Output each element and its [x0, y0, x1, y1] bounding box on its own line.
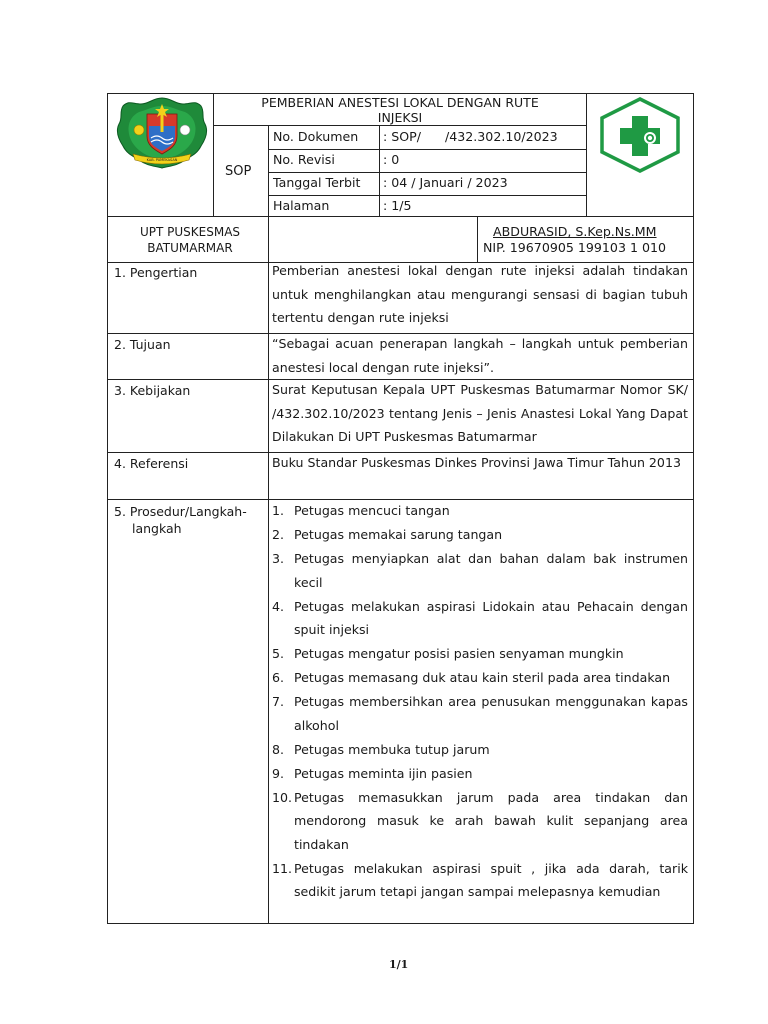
table-bottom: [107, 923, 694, 924]
right-logo-border: [586, 93, 587, 217]
logo-right-border: [213, 93, 214, 217]
procedure-step: [272, 547, 688, 594]
step-number: 1.: [272, 503, 285, 518]
table-border-top: [107, 93, 694, 94]
signer-nip: NIP. 19670905 199103 1 010: [483, 240, 667, 255]
procedure-step: [272, 499, 688, 523]
step-number: 5.: [272, 646, 285, 661]
procedure-step-list: [272, 499, 688, 904]
emblem-banner-text: KAB. PAMEKASAN: [146, 158, 178, 162]
section-text-kebijakan: Surat Keputusan Kepala UPT Puskesmas Batumarmar Nomor SK/ /432.302.10/2023 tentang Jenis – Jenis Anastesi Lokal Yang Dapat Dilakukan Di UPT Puskesmas Batumarmar: [272, 382, 688, 444]
step-number: 2.: [272, 527, 285, 542]
header-bottom: [107, 216, 694, 217]
label-col-border: [268, 216, 269, 924]
step-text: Petugas meminta ijin pasien: [294, 765, 473, 781]
step-number: 3.: [272, 551, 285, 566]
step-text: Petugas membuka tutup jarum: [294, 741, 490, 757]
signer-name: ABDURASID, S.Kep.Ns.MM: [493, 224, 657, 239]
signer-border: [477, 216, 478, 263]
page-footer: 1/1: [389, 958, 409, 971]
step-number: 8.: [272, 741, 285, 757]
step-text: Petugas memakai sarung tangan: [294, 527, 503, 542]
step-text: Petugas memasukkan jarum pada area tindakan dan mendorong masuk ke arah bawah kulit sepanjang area tindakan: [294, 789, 688, 852]
section-text-tujuan: “Sebagai acuan penerapan langkah – langkah untuk pemberian anestesi local dengan rute injeksi”.: [272, 336, 688, 375]
step-number: 10.: [272, 789, 293, 805]
page-value: : 1/5: [383, 198, 412, 213]
row-divider: [268, 195, 586, 196]
step-text: Petugas mencuci tangan: [294, 503, 450, 518]
step-number: 4.: [272, 598, 285, 614]
section-label-prosedur: [114, 503, 247, 537]
revision-label: No. Revisi: [273, 152, 335, 167]
step-text: Petugas melakukan aspirasi Lidokain atau Pehacain dengan spuit injeksi: [294, 598, 688, 637]
section-text-referensi: Buku Standar Puskesmas Dinkes Provinsi Jawa Timur Tahun 2013: [272, 455, 681, 470]
org-name: UPT PUSKESMAS BATUMARMAR: [139, 225, 241, 255]
issue-date-label: Tanggal Terbit: [273, 175, 361, 190]
puskesmas-cross-logo: [598, 96, 682, 174]
step-text: Petugas mengatur posisi pasien senyaman mungkin: [294, 646, 624, 661]
procedure-step: [272, 690, 688, 737]
procedure-step: [272, 786, 688, 857]
step-text: Petugas membersihkan area penusukan menggunakan kapas alkohol: [294, 694, 688, 733]
procedure-steps: [272, 499, 688, 922]
issue-date-value: : 04 / Januari / 2023: [383, 175, 508, 190]
section-label-referensi: 4. Referensi: [114, 456, 189, 471]
doc-number-value: : SOP/ /432.302.10/2023: [383, 129, 558, 144]
doc-number-label: No. Dokumen: [273, 129, 359, 144]
regency-emblem-logo: [113, 96, 211, 170]
step-number: 9.: [272, 765, 285, 781]
procedure-step: [272, 666, 688, 690]
section-label-tujuan: 2. Tujuan: [114, 337, 171, 352]
prosedur-label-line1: 5. Prosedur/Langkah-: [114, 504, 247, 519]
sop-label: SOP: [225, 164, 252, 179]
section-text-pengertian: Pemberian anestesi lokal dengan rute injeksi adalah tindakan untuk menghilangkan atau mengurangi sensasi di bagian tubuh tertentu dengan rute injeksi: [272, 263, 688, 325]
step-number: 11.: [272, 860, 293, 876]
step-text: Petugas memasang duk atau kain steril pada area tindakan: [294, 670, 671, 685]
section-label-pengertian: 1. Pengertian: [114, 265, 198, 280]
value-col-border: [379, 125, 380, 217]
document-title: PEMBERIAN ANESTESI LOKAL DENGAN RUTE INJEKSI: [261, 95, 539, 125]
step-number: 7.: [272, 694, 285, 709]
sop-right-border: [268, 125, 269, 217]
row-divider: [268, 172, 586, 173]
procedure-step: [272, 762, 688, 786]
table-right: [693, 93, 694, 924]
step-text: Petugas menyiapkan alat dan bahan dalam bak instrumen kecil: [294, 551, 688, 590]
prosedur-label-line2: langkah: [132, 521, 182, 536]
table-left: [107, 93, 108, 924]
step-text: Petugas melakukan aspirasi spuit , jika ada darah, tarik sedikit jarum tetapi jangan sampai melepasnya kemudian: [294, 860, 688, 899]
revision-value: : 0: [383, 152, 400, 167]
procedure-step: [272, 642, 688, 666]
section-label-kebijakan: 3. Kebijakan: [114, 383, 191, 398]
procedure-step: [272, 857, 688, 904]
procedure-step: [272, 595, 688, 642]
procedure-step: [272, 738, 688, 762]
step-number: 6.: [272, 670, 285, 685]
page-label: Halaman: [273, 198, 330, 213]
procedure-step: [272, 523, 688, 547]
row-divider: [268, 149, 586, 150]
